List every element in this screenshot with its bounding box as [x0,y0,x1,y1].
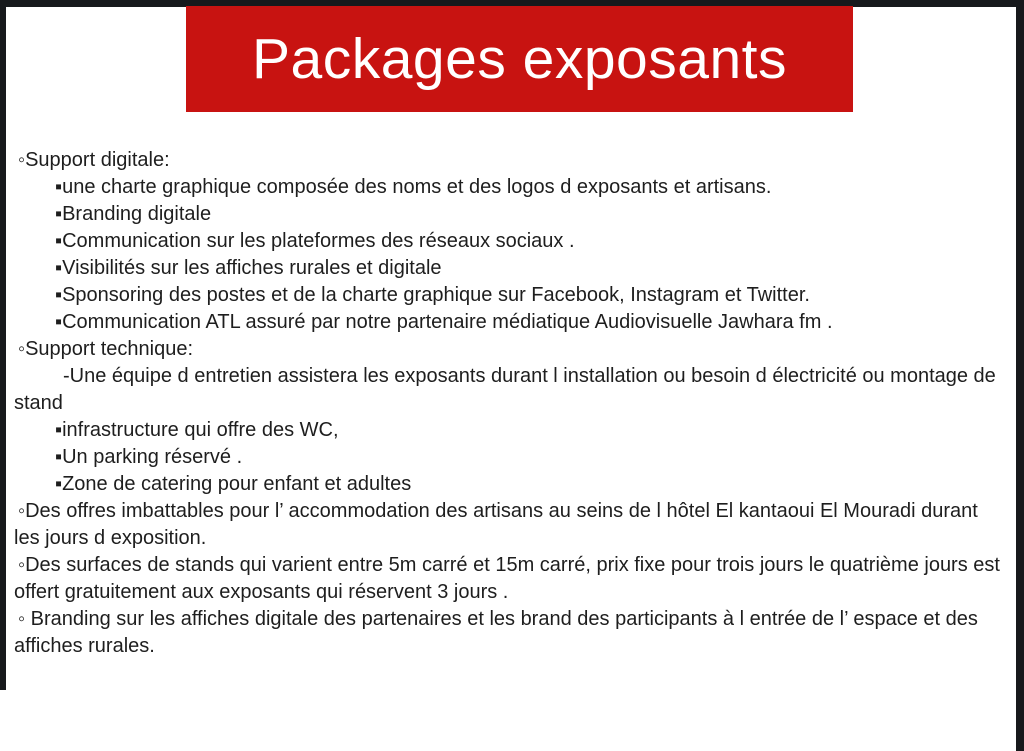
bullet-item-sponsoring [14,282,1004,309]
bullet-item-support-technique [14,336,1004,363]
bullet-item-charte-graphique [14,174,1004,201]
bullet-item-zone-catering [14,471,1004,498]
square-bullet-icon: ▪ [55,311,63,333]
bullet-item-equipe-entretien [14,363,1004,417]
item-text: Une équipe d entretien assistera les exposants durant l installation ou besoin d électricité ou montage de stand [14,365,996,414]
square-bullet-icon: ▪ [55,230,63,252]
square-bullet-icon: ▪ [55,284,63,306]
bullet-item-branding-affiches [14,606,1004,660]
bullet-item-surfaces-stands [14,552,1004,606]
bullet-item-branding-digitale [14,201,1004,228]
square-bullet-icon: ▪ [55,257,63,279]
slide-body [14,147,1004,660]
item-text: Un parking réservé . [62,446,243,468]
left-border-bar [0,0,6,690]
item-text: Communication sur les plateformes des réseaux sociaux . [62,230,575,252]
item-text: Des offres imbattables pour l’ accommodation des artisans au seins de l hôtel El kantaoui El Mouradi durant les jours d exposition. [14,500,978,549]
item-text: Support technique: [25,338,193,360]
item-text: Sponsoring des postes et de la charte graphique sur Facebook, Instagram et Twitter. [62,284,810,306]
square-bullet-icon: ▪ [55,473,63,495]
item-text: Zone de catering pour enfant et adultes [62,473,412,495]
bullet-item-parking [14,444,1004,471]
right-border-bar [1016,0,1024,751]
bullet-item-communication-reseaux [14,228,1004,255]
circle-bullet-icon: ◦ [18,149,26,171]
bullet-item-support-digitale [14,147,1004,174]
item-text: une charte graphique composée des noms et des logos d exposants et artisans. [62,176,772,198]
circle-bullet-icon: ◦ [18,554,26,576]
item-text: Communication ATL assuré par notre partenaire médiatique Audiovisuelle Jawhara fm . [62,311,833,333]
circle-bullet-icon: ◦ [18,500,26,522]
square-bullet-icon: ▪ [55,176,63,198]
circle-bullet-icon: ◦ [18,338,26,360]
item-text: Branding digitale [62,203,212,225]
item-text: Visibilités sur les affiches rurales et digitale [62,257,442,279]
slide-title: Packages exposants [252,26,787,91]
dash-bullet-icon: - [63,365,70,387]
item-text: infrastructure qui offre des WC, [62,419,339,441]
square-bullet-icon: ▪ [55,446,63,468]
square-bullet-icon: ▪ [55,419,63,441]
circle-bullet-icon: ◦ [18,608,26,630]
square-bullet-icon: ▪ [55,203,63,225]
bullet-item-infrastructure-wc [14,417,1004,444]
title-banner [186,6,853,112]
item-text: Des surfaces de stands qui varient entre 5m carré et 15m carré, prix fixe pour trois jours le quatrième jours est offert gratuitement aux exposants qui réservent 3 jours . [14,554,1000,603]
bullet-item-visibilites [14,255,1004,282]
bullet-item-communication-atl [14,309,1004,336]
item-text: Branding sur les affiches digitale des partenaires et les brand des participants à l entrée de l’ espace et des affiches rurales. [14,608,978,657]
bullet-item-offres-hotel [14,498,1004,552]
item-text: Support digitale: [25,149,170,171]
